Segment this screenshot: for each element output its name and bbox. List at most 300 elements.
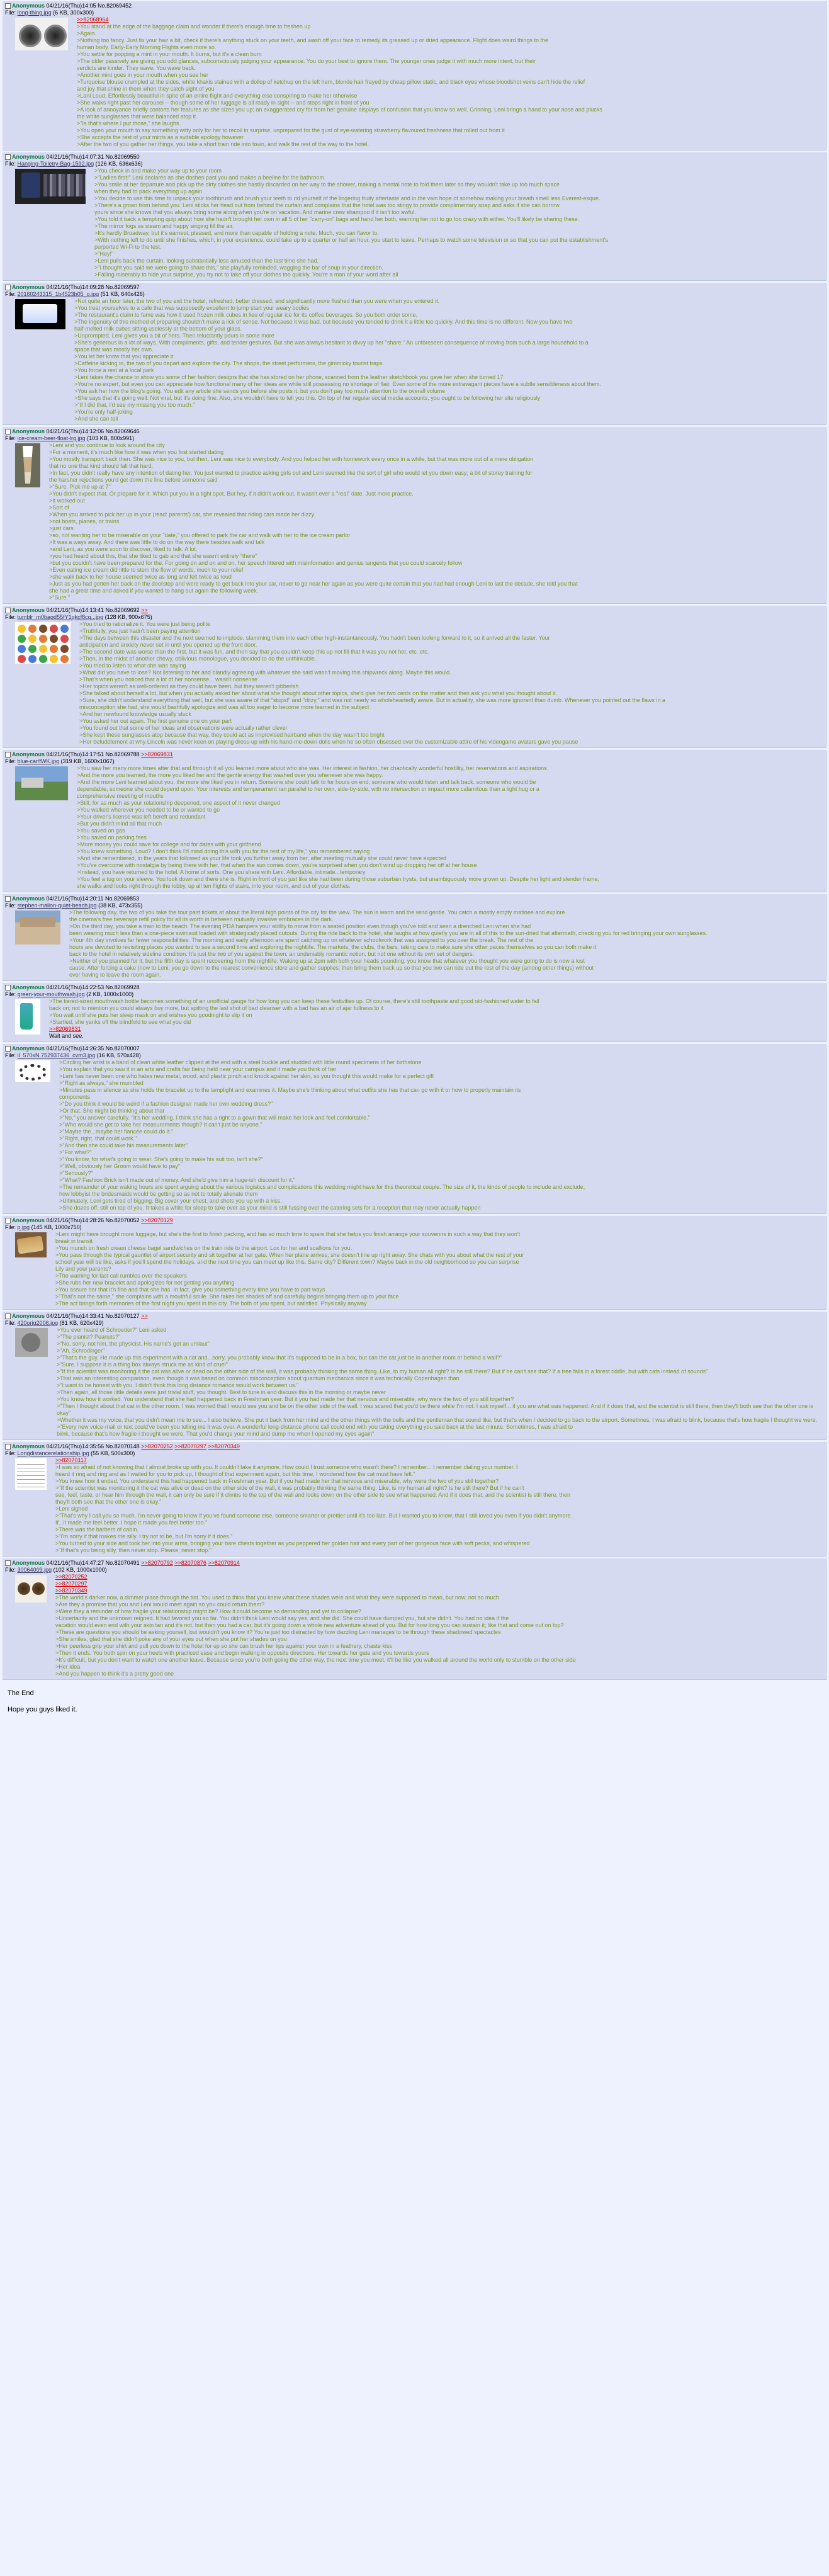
greentext-line: >so, not wanting her to be miserable on your "date," you offered to park the car and walk with her to the ice cream parlor xyxy=(49,532,351,538)
post-datetime: 04/21/16(Thu)14:17:51 xyxy=(46,751,104,757)
emoji-face-shape xyxy=(28,645,37,653)
post-checkbox[interactable] xyxy=(5,608,11,613)
post-info xyxy=(5,1443,823,1450)
greentext-line: >Sure, she didn't understand everything that well, but she was aware of that "stupid" and "ditzy," and was not nearly so wholeheartedly aware. But in actuality, she was more ignorant than dumb. Whenever you pointed out the flaws in a xyxy=(79,697,665,703)
poster-name: Anonymous xyxy=(12,1217,45,1223)
greentext-line: >You check in and make your way up to your room xyxy=(94,167,222,174)
post-text xyxy=(69,909,823,979)
greentext-line: >It was a ways away. And there was little to do on the way there besides walk and talk xyxy=(49,539,265,545)
greentext-line: >She dozes off, still on top of you. It takes a while for sleep to take over as your mind is still fussing over the catering sets for a reception that may never actually happen xyxy=(59,1205,481,1211)
post-number-label-link[interactable]: No. xyxy=(105,607,115,613)
greentext-line: >The remainder of your waking hours are spent arguing about the various logistics and complications this wedding might have for this theoretical couple. The size of it, the kinds of people to include and exclude, xyxy=(59,1184,585,1190)
post-number xyxy=(105,895,139,902)
file-info xyxy=(5,1320,823,1327)
greentext-line: >"I'm sorry if that makes me silly. I try not to be, but I'm sorry if it does." xyxy=(55,1533,233,1540)
greentext-line: >Sort of xyxy=(49,504,69,511)
greentext-line: >You saw her many more times after that and through it all you learned more about who she was. Her interest in fashion, her chaotically wonderful hostility, her reservations and aspirations. xyxy=(77,765,549,771)
cat-shape xyxy=(21,1333,40,1352)
greentext-line: >And the more you learned, the more you liked her and the gentle energy that washed over you whenever she was happy. xyxy=(77,772,383,778)
greentext-line: >Leni and you continue to look around the city xyxy=(49,442,165,448)
emoji-face-shape xyxy=(50,655,58,663)
post-number xyxy=(106,1560,140,1566)
greentext-line: >Leni has never been one who hates new metal, wood, and plastic pinch and knock against her skin, so you thought this would make for a perfect gift xyxy=(59,1073,434,1079)
post-number-link[interactable]: 82070491 xyxy=(114,1560,140,1566)
post-number-label-link[interactable]: No. xyxy=(105,984,115,990)
greentext-line: how lobbyist the bridesmaids would be getting so as not to totally alienate them xyxy=(59,1191,258,1197)
greentext-line: comprehensive meeting of mouths xyxy=(77,793,164,799)
backlink[interactable]: >>82070129 xyxy=(141,1217,173,1223)
backlink[interactable]: >>82070876 xyxy=(174,1560,206,1566)
backlink[interactable]: >>82070252 xyxy=(141,1443,173,1450)
post-number xyxy=(98,3,132,9)
greentext-line: >"Is that's where I put those," she laughs. xyxy=(77,120,181,127)
post-number-link[interactable]: 82070007 xyxy=(114,1045,140,1052)
greentext-line: >"That's the guy. He made up this experiment with a cat and...sorry, you probably know that it's supposed to be in a box, but can the cat just be in another room or behind a wall?" xyxy=(57,1354,502,1361)
post-checkbox[interactable] xyxy=(5,1560,11,1566)
writing-shape xyxy=(17,1461,45,1487)
file-link[interactable]: tumblr_m0bagd55fY1qkcf8cq...jpg xyxy=(17,614,104,620)
greentext-line: >"If that's you being silly, then never stop. Please, never stop." xyxy=(55,1547,211,1553)
post-number-label-link[interactable]: No. xyxy=(105,1560,115,1566)
greentext-line: >You let her know that you appreciate it xyxy=(74,353,174,360)
bag-shape xyxy=(21,173,40,198)
greentext-line: the harsher rejections you'd get down the line before someone said xyxy=(49,477,218,483)
file-link[interactable]: long-thing.jpg xyxy=(17,9,52,16)
greentext-line: >You've overcome with nostalgia by being there with her, that when the sun comes down, you're surprised when you don't wind up dropping her off at her house xyxy=(77,862,477,868)
greentext-line: >You decide to use this time to unpack your toothbrush and brush your teeth to rid yourself of the lingering fruity aftertaste and in the vain hope of somehow making your breath smell less Everest-esque. xyxy=(94,195,601,201)
file-link[interactable]: stephen-mallon-quiet-beach.jpg xyxy=(17,902,97,909)
greentext-line: >but you couldn't have been prepared for the. For going on and on and on, her speech littered with misinformation and genius tangents that you could scarcely follow xyxy=(49,560,463,566)
greentext-line: components xyxy=(59,1094,91,1100)
post-number-link[interactable]: 82070148 xyxy=(114,1443,140,1450)
file-meta: (126 KB, 636x636) xyxy=(95,161,143,167)
file-label: File: xyxy=(5,758,16,764)
post-number-label-link[interactable]: No. xyxy=(105,1443,115,1450)
file-info xyxy=(5,1450,823,1457)
post-number-label-link[interactable]: No. xyxy=(105,1217,115,1223)
greentext-line: >"That's not the same," she complains with a mouthful smile. She takes her shades off and carefully begins bringing them up to your face xyxy=(55,1293,399,1300)
post-datetime: 04/21/16(Thu)14:12:06 xyxy=(46,428,104,434)
emoji-face-shape xyxy=(18,645,26,653)
greentext-line: >She accepts the rest of your mints as a suitable apology however xyxy=(77,134,244,140)
post-number-link[interactable]: 82069928 xyxy=(114,984,140,990)
post-text xyxy=(55,1457,823,1554)
post-body xyxy=(5,298,823,423)
post-checkbox[interactable] xyxy=(5,429,11,434)
post-body xyxy=(5,621,823,746)
greentext-line: >The restaurant's claim to fame was how it used frozen milk cubes in lieu of regular ice for its coffee beverages. So you both order some. xyxy=(74,312,418,318)
post-number-link[interactable]: 82069646 xyxy=(114,428,140,434)
post-datetime: 04/21/16(Thu)14:07:31 xyxy=(46,154,104,160)
greentext-line: >You're only half-joking xyxy=(74,409,133,415)
greentext-line: >You ever heard of Schroeder?" Leni asked xyxy=(57,1327,167,1333)
greentext-line: >"Ah, Schrodinger" xyxy=(57,1348,105,1354)
greentext-line: >In fact, you didn't really have any intention of dating her. You just wanted to practice asking girls out and Leni seemed like the sort of girl who would let you down easy; a bit of storey training for xyxy=(49,470,533,476)
file-meta: (145 KB, 1000x750) xyxy=(31,1224,82,1230)
backlink[interactable]: >>82070349 xyxy=(208,1443,240,1450)
post-body xyxy=(5,1059,823,1211)
greentext-line: >It's hardly Broadway, but it's earnest, pleased, and more than capable of holding a note. Much, you can flavor to. xyxy=(94,230,379,236)
post-checkbox[interactable] xyxy=(5,896,11,902)
file-info xyxy=(5,435,823,442)
greentext-line: >She smiles, glad that she didn't poke any of your eyes out when she put her shades on you xyxy=(55,1636,287,1642)
greentext-line: >You didn't expect that. Or prepare for it. Which put you in a tight spot. But hey, if it didn't work out, it wasn't ever a "real" date. Just more practice. xyxy=(49,491,414,497)
file-link[interactable]: 420orig2006.jpg xyxy=(17,1320,59,1326)
greentext-line: >The days between this disaster and the next seemed to implode, slamming them into each other high-instantaneously. You hadn't been looking forward to it, so it arrived all the faster. Your xyxy=(79,635,550,641)
greentext-line: >You knew how it ended. You understand this had happened back in Freshman year. But if you had made her that nervous and miserable, why were the two of you still together? xyxy=(55,1478,499,1484)
greentext-line: cause. After forcing a cake (now to Leni, you go down to the nearest convenience store and gather supplies; then bring them back up so that you two can ride out the rest of the day (among other things) without xyxy=(69,965,594,971)
greentext-line: >you had heard about this, that she liked to gab and that she wasn't entirely "there" xyxy=(49,553,257,559)
post-number xyxy=(106,984,140,990)
greentext-line: anticipation and anxiety never set in until you opened up the front door. xyxy=(79,642,257,648)
greentext-line: been wearing much less than a one-piece swimsuit loaded with strategically placed cutouts. During the ride back to the hotel, she laughs at how quietly you are in all of this to the sun-dried that aftermath, checking you for red bringing your own sunglasses. xyxy=(69,930,708,936)
greentext-line: >There's a groan from behind you. Leni sticks her head out from behind the curtain and complains that the hotel was too stingy to provide complimentary soap and asks if she can borrow xyxy=(94,202,560,208)
greentext-line: >"If I did that, I'd see my missing you too much." xyxy=(74,402,195,408)
handwriting-thumbnail[interactable] xyxy=(15,1458,47,1490)
post-number-label-link[interactable]: No. xyxy=(105,1313,115,1319)
greentext-line: >"I want to be honest with you. I didn't think this long distance romance would work between us." xyxy=(57,1382,299,1388)
file-label: File: xyxy=(5,614,16,620)
post-info xyxy=(5,1560,823,1567)
greentext-line: >You settle for popping a mint in your mouth. It burns, but it's a clean burn xyxy=(77,51,262,57)
post xyxy=(3,427,826,604)
post-number-link[interactable]: 82069853 xyxy=(113,895,140,902)
hotel-sign-thumbnail[interactable] xyxy=(15,299,65,329)
emoji-face-shape xyxy=(39,655,47,663)
backlink[interactable]: >> xyxy=(141,607,148,613)
greentext-line: >You treat yourselves to a cafe that was supposedly excellent to jump start your weary bodies xyxy=(74,305,310,311)
quote-link[interactable]: >>82070117 xyxy=(55,1457,87,1463)
post-number-link[interactable]: 82069550 xyxy=(114,154,140,160)
greentext-line: >Still, for as much as your relationship deepened, one aspect of it never changed xyxy=(77,800,280,806)
greentext-line: >You feel a tug on your sleeve. You look down and there she is. Right in front of you just like she had been during those suburban trysts; but unambiguously more grown up. Despite her light and slender frame, xyxy=(77,876,599,882)
post-datetime: 04/21/16(Thu)14:09:28 xyxy=(46,284,104,290)
post-number xyxy=(106,1045,140,1052)
post-number-label-link[interactable]: No. xyxy=(104,895,114,902)
file-link[interactable]: 20160243315_1b4523b05_o.jpg xyxy=(17,291,99,297)
post-number-link[interactable]: 82070052 xyxy=(114,1217,140,1223)
quote-link[interactable]: >>82069831 xyxy=(49,1026,81,1032)
greentext-line: >Her peerless grip your shirt and pull you down to the hotel for up so she can brush her lips against your own in a feathery, chaste kiss xyxy=(55,1643,392,1649)
post-datetime: 04/21/16(Thu)14:33:41 xyxy=(46,1313,104,1319)
suburban-house-thumbnail[interactable] xyxy=(15,766,68,800)
greentext-line: >Then it ends. You both spin on your heels with practiced ease and begin walking in opposite directions. Her towards her gate and you towards yours xyxy=(55,1650,429,1656)
post-number-label-link[interactable]: No. xyxy=(98,3,107,9)
post-number-link[interactable]: 82069452 xyxy=(106,3,132,9)
file-meta: (6 KB, 300x300) xyxy=(53,9,94,16)
backlink[interactable]: >> xyxy=(141,1313,148,1319)
post-number-link[interactable]: 82069597 xyxy=(114,284,140,290)
post xyxy=(3,152,826,281)
file-info xyxy=(5,291,823,298)
post-number-link[interactable]: 82069788 xyxy=(114,751,140,757)
file-link[interactable]: il_570xN.752937436_cvm3.jpg xyxy=(17,1052,96,1058)
greentext-line: misconception she had, she would bashfully apologize and was all too eager to become more learned in the subject xyxy=(79,704,369,710)
greentext-line: >She says that it's going well. Not viral, but it's doing fine. Also, she wouldn't have to tell you this. On top of her regular social media accounts, you ought to be following her site religiously xyxy=(74,395,541,401)
greentext-line: >That was an interesting comparison, even though it was based on common misconception about quantum mechanics since it was technically Copenhagen than xyxy=(57,1375,460,1382)
post-number-link[interactable]: 82069692 xyxy=(114,607,140,613)
post-checkbox[interactable] xyxy=(5,985,11,990)
greentext-line: >You assure her that it's fine and that she has. In fact, give you something every time you have to part ways xyxy=(55,1286,325,1293)
greentext-line: see, feel, taste, or hear him through the wall, it can only be sure if it climbs to the top of the wall and looks down on the other side to see what happened. And if it does that, and the scientist is still there, then xyxy=(55,1492,570,1498)
file-link[interactable]: ice-cream-beer-float-lrg.jpg xyxy=(17,435,86,441)
sunglasses-thumbnail[interactable] xyxy=(15,1575,47,1603)
file-link[interactable]: green-your-mouthwash.jpg xyxy=(17,991,85,997)
post-number-label-link[interactable]: No. xyxy=(105,284,115,290)
greentext-line: >"What? Fashion Brick isn't made out of money. And she'd give him a huge-ish discount for it." xyxy=(59,1177,296,1183)
greentext-line: >Then again, all those little details were just trivial stuff, you thought. Best to tune in and discuss this in the morning or maybe never xyxy=(57,1389,386,1395)
cat-in-box-thumbnail[interactable] xyxy=(15,1328,48,1357)
backlink[interactable]: >>82069831 xyxy=(141,751,173,757)
greentext-line: >"If the scientist was monitoring it the cat was alive or dead on the other side of the wall, it was probably thinking the same thing. Like, is my human all right? Is he still there? But if he can't xyxy=(55,1485,524,1491)
greentext-line: >You pass through the typical gauntlet of airport security and sit together at her gate. When her plane arrives, she doesn't line up right away. She chats with you about what the rest of your xyxy=(55,1252,524,1258)
file-label: File: xyxy=(5,902,16,909)
post xyxy=(3,1216,826,1310)
the-end-text: The End xyxy=(8,1689,34,1697)
file-label: File: xyxy=(5,1224,16,1230)
post-text xyxy=(94,167,823,278)
post-checkbox[interactable] xyxy=(5,752,11,757)
post-number-label-link[interactable]: No. xyxy=(105,1045,115,1052)
backlink[interactable]: >>82070297 xyxy=(174,1443,206,1450)
post-number-link[interactable]: 82070127 xyxy=(114,1313,140,1319)
file-link[interactable]: Longdistancerelationship.jpg xyxy=(17,1450,89,1456)
post-checkbox[interactable] xyxy=(5,1218,11,1223)
post-datetime: 04/21/16(Thu)14:22:53 xyxy=(46,984,104,990)
items-shape xyxy=(43,174,86,196)
greentext-line: >Were they a reminder of how fragile your relationship might be? How it could become so demanding and yet to collapse? xyxy=(55,1608,361,1614)
greentext-line: >"Seriously?" xyxy=(59,1170,93,1176)
ice-cream-float-thumbnail[interactable] xyxy=(15,443,40,487)
poster-name: Anonymous xyxy=(12,3,45,9)
file-info xyxy=(5,1224,823,1231)
greentext-line: >The following day, the two of you take the tour past tickets at about the literal high points of the city for the view. The sun is warm and the wind gentle. You catch a mostly empty matinee and explore xyxy=(69,909,565,916)
greentext-line: >Another mint goes in your mouth when you see her xyxy=(77,72,208,78)
greentext-line: >What did you have to lose? Not listening to her and blandly agreeing with whatever she said wasn't moving this shipwreck along. Maybe this would. xyxy=(79,669,451,676)
emoji-face-shape xyxy=(50,635,58,643)
post xyxy=(3,283,826,425)
post-number xyxy=(106,751,140,757)
post-checkbox[interactable] xyxy=(5,1314,11,1319)
greentext-line: >Again. xyxy=(77,30,96,37)
greentext-line: >You walked wherever you needed to be or wanted to go xyxy=(77,807,220,813)
quote-link[interactable]: >>82070297 xyxy=(55,1580,87,1587)
file-info xyxy=(5,9,823,16)
post-number xyxy=(106,284,140,290)
greentext-line: >The ingenuity of this method of preparing shouldn't make a lick of sense. Not because it was bad, but because you tended to drink it a little too quickly. And this time is no different. Now you have two xyxy=(74,319,573,325)
greentext-line: >You found out that some of her ideas and observations were actually rather clever xyxy=(79,725,288,731)
greentext-line: >You mostly transport back then. She was nice to you, but then, Leni was nice to everybody. And you helped her with homework every once in a while, but that was more out of a mere obligation xyxy=(49,456,534,462)
house-shape xyxy=(21,778,43,788)
greentext-line: >Nothing too fancy. Just fix your hair a bit, check if there's anything stuck on your teeth, and wash off your face to remedy its greased up or dried appearance. Flight does weird things to the xyxy=(77,37,549,43)
greentext-line: >She kept these sunglasses atop because that way, they could act as improvised hairband when the day wasn't too bright xyxy=(79,732,385,738)
post xyxy=(3,1,826,150)
post-number-label-link[interactable]: No. xyxy=(105,154,115,160)
post-body xyxy=(5,998,823,1040)
post-checkbox[interactable] xyxy=(5,1444,11,1450)
greentext-line: >You explain that you saw it in an arts and crafts fair being held near your campus and it made you think of her xyxy=(59,1066,337,1072)
greentext-line: >Ultimately, Leni gets tired of bigging. Big cover your chest, and shots you up with a kiss. xyxy=(59,1198,282,1204)
greentext-line: >"Ladies first!" Leni declares as she dashes past you and makes a beeline for the bathroom. xyxy=(94,174,326,181)
greentext-line: >Your driver's license was left bereft and redundant xyxy=(77,814,206,820)
post-datetime: 04/21/16(Thu)14:20:11 xyxy=(46,895,104,902)
file-meta: (102 KB, 1000x1000) xyxy=(53,1567,107,1573)
greentext-line: back on; not to mention you could always buy more, but spitting the last shot of bad cleanser with a bad has an air of ajar fullness to it xyxy=(49,1005,384,1011)
greentext-line: >Turquoise blouse crumpled at the sides, white khakis stained with a dollop of ketchup on the left hem, blonde hair frayed by cheap pillow static, and black eyes whose bloodshot veins can't hide the relief xyxy=(77,79,585,85)
post-checkbox[interactable] xyxy=(5,1046,11,1052)
greentext-line: >The older passively are giving you odd glances, subconsciously judging your appearance. You do your best to ignore them. The younger ones judge it with much more intent, but their xyxy=(77,58,536,64)
greentext-line: >She's generous in a lot of ways. With compliments, gifts, and tender gestures. But she was always hesitant to divvy up her "share." An unforeseen consequence of moving from such a large household to a xyxy=(74,339,589,346)
greentext-line: >The mirror fogs as steam and happy singing fill the air. xyxy=(94,223,234,229)
file-link[interactable]: 30064009.jpg xyxy=(17,1567,52,1573)
greentext-line: >For a moment, it's much like how it was when you first started dating xyxy=(49,449,224,455)
file-link[interactable]: blue-car/fWK.jpg xyxy=(17,758,60,764)
post-checkbox[interactable] xyxy=(5,3,11,9)
beach-mall-thumbnail[interactable] xyxy=(15,911,60,945)
greentext-line: >You munch on fresh cream cheese bagel sandwiches on the train ride to the airport. Lox for her and scallions for you. xyxy=(55,1245,352,1251)
greentext-line: >Minutes pass in silence as she holds the bracelet up to the lamplight and examines it. Maybe she's thinking about what outfits she has that can go with it or how to properly maintain its xyxy=(59,1087,521,1093)
post-info xyxy=(5,154,823,161)
file-link[interactable]: p.jpg xyxy=(17,1224,30,1230)
greentext-line: >There was the barbers of cabin. xyxy=(55,1526,138,1533)
greentext-line: >You turned to your side and took her into your arms, bringing your bare chests together as you peppered her golden hair and every part of her gorgeous face with soft pecks, and whispered xyxy=(55,1540,530,1546)
greentext-line: >You saved on gas xyxy=(77,827,125,834)
emoji-face-shape xyxy=(18,635,26,643)
post-text xyxy=(59,1059,823,1211)
story-ending xyxy=(0,1683,829,1715)
mouthwash-thumbnail[interactable] xyxy=(15,999,40,1035)
greentext-line: half-melted milk cubes sitting uselessly at the bottom of your glass. xyxy=(74,326,242,332)
greentext-line: the cinema's free beverage refill policy for all its worth in between mutually invasive embraces in the dark. xyxy=(69,916,334,922)
greentext-line: >she walk back to her house seemed twice as long and felt twice as loud xyxy=(49,574,232,580)
backlink[interactable]: >>82070914 xyxy=(208,1560,240,1566)
greentext-line: >The second date was worse than the first. but it was fun, and then say that you couldn't keep this up not fill that it was you not her, etc. etc. xyxy=(79,649,429,655)
emoji-face-shape xyxy=(60,625,69,633)
emoji-face-shape xyxy=(18,625,26,633)
greentext-line: >More money you could save for college and for dates with your girlfriend xyxy=(77,841,261,848)
post-text xyxy=(57,1327,823,1438)
greentext-line: >Uncertainty and the unknown reigned. It had favored you so far. You didn't think Leni would say yes, and she did. She could have dumped you, but she didn't. You had no idea if the xyxy=(55,1615,509,1621)
greentext-line: and joy that shine in them when they catch sight of you xyxy=(77,86,215,92)
post xyxy=(3,1442,826,1557)
greentext-line: school year will be like, asks if you'll spend the holidays, and the next time you can meet up like this. Same city? Different town? Maybe back in the old neighborhood so you can surprise xyxy=(55,1259,519,1265)
poster-name: Anonymous xyxy=(12,984,45,990)
greentext-line: >That's when you noticed that a lot of her nonsense... wasn't nonsense xyxy=(79,676,257,683)
file-meta: (38 KB, 473x355) xyxy=(98,902,143,909)
post-checkbox[interactable] xyxy=(5,285,11,290)
bracelet-shape xyxy=(19,1064,47,1081)
greentext-line: >You ask her how the blog's going. You edit any article she sends you before she posts it, but you don't pay too much attention to the overall volume xyxy=(74,388,446,394)
post-info xyxy=(5,607,823,614)
greentext-line: >When you arrived to pick her up in your (read: parents') car, she revealed that riding cars made her dizzy xyxy=(49,511,315,518)
post-checkbox[interactable] xyxy=(5,154,11,160)
greentext-line: >"You know, for what's going to wear. She's going to make his suit too, isn't she?" xyxy=(59,1156,263,1162)
lens-shape xyxy=(44,25,67,47)
post xyxy=(3,606,826,748)
greentext-line: >Her befuddlement at why Lincoln was never keen on playing dress-up with his hand-me-down dolls when he so often obsessed over the customizable attire of his videogame avatars gave you pause xyxy=(79,739,578,745)
post-info xyxy=(5,428,823,435)
post-info xyxy=(5,895,823,902)
post-text xyxy=(49,442,823,601)
quote-link[interactable]: >>82070349 xyxy=(55,1587,87,1594)
greentext-line: >You saved on parking fees xyxy=(77,834,147,841)
post-text xyxy=(77,16,823,148)
quote-link[interactable]: >>82068964 xyxy=(77,16,109,23)
file-label: File: xyxy=(5,991,16,997)
greentext-line: >"Every new voice-mail or text could've been you telling me it was over. A wonderful long-distance phone call could end with you taking everything you said back at the last minute. Sometimes, I was afraid to xyxy=(57,1424,573,1430)
post-number-label-link[interactable]: No. xyxy=(105,428,115,434)
bracelet-thumbnail[interactable] xyxy=(15,1060,50,1082)
emoji-grid-thumbnail[interactable] xyxy=(15,622,70,664)
post-line: Wait and see. xyxy=(49,1033,84,1039)
greentext-line: Lily and your parents? xyxy=(55,1266,111,1272)
greentext-line: >Even eating ice cream did little to stem the flow of words, much to your relief xyxy=(49,567,244,573)
toiletry-bag-thumbnail[interactable] xyxy=(15,169,86,204)
lens-shape xyxy=(18,1582,30,1595)
emoji-face-shape xyxy=(50,625,58,633)
quote-link[interactable]: >>82070252 xyxy=(55,1574,87,1580)
glasses-thumbnail[interactable] xyxy=(15,18,68,50)
post-datetime: 04/21/16(Thu)14:35:56 xyxy=(46,1443,104,1450)
greentext-line: >It worked out xyxy=(49,497,85,504)
greentext-line: >"Sure." xyxy=(49,594,70,601)
greentext-line: >You force a rest at a local park xyxy=(74,367,154,373)
greentext-line: >You tried to listen to what she was saying xyxy=(79,662,186,669)
backlink[interactable]: >>82070792 xyxy=(141,1560,173,1566)
greentext-line: >You smile at her departure and pick up the dirty clothes she hastily discarded on her way to the shower, making a mental note to fold them later so they wouldn't take up too much space xyxy=(94,181,560,188)
greentext-line: >"Right, right, that could work." xyxy=(59,1135,137,1142)
greentext-line: >Truthfully, you just hadn't been paying attention xyxy=(79,628,201,634)
file-meta: (319 KB, 1600x1067) xyxy=(60,758,115,764)
poster-name: Anonymous xyxy=(12,1443,45,1450)
greentext-line: they'll both see that the other one is okay." xyxy=(55,1499,162,1505)
file-link[interactable]: Hanging-Toiletry-Bag-1592.jpg xyxy=(17,161,94,167)
file-label: File: xyxy=(5,1567,16,1573)
post-number xyxy=(106,1217,140,1223)
post xyxy=(3,983,826,1042)
greentext-line: dependable, someone she could depend upon. Your interests and temperament ran parallel to her own, side-by-side, with no intersection or impact more calamitous than a light hug or a xyxy=(77,786,539,792)
greentext-line: >"The pianist? Peanuts?" xyxy=(57,1334,121,1340)
post-body xyxy=(5,909,823,979)
post-text xyxy=(49,998,823,1040)
greentext-line: >And she can tell xyxy=(74,416,118,422)
sandwich-thumbnail[interactable] xyxy=(15,1232,47,1257)
post xyxy=(3,1558,826,1680)
greentext-line: vacation would even end with your skin tan and it's not, but then you had a car, but it's going down a whole new adventure ahead of you. But for how long you can sustain it; like that and come out on top? xyxy=(55,1622,564,1628)
greentext-line: >"Maybe the...maybe her fiancée could do it." xyxy=(59,1128,174,1135)
greentext-line: >Leni pulls back the curtain, looking substantially less amused than the last time she had. xyxy=(94,258,319,264)
emoji-face-shape xyxy=(60,655,69,663)
greentext-line: >You open your mouth to say something witty only for her to recoil in surprise, unprepared for the gust of eye-watering strawberry flavoured freshness that rolled out from it xyxy=(77,127,505,133)
greentext-line: >You knew something. Loud? I don't think I'd mind doing this with you for the rest of my life," you remembered saying xyxy=(77,848,370,854)
post-number-label-link[interactable]: No. xyxy=(105,751,115,757)
post-info xyxy=(5,1217,823,1224)
greentext-line: space that was mostly her own. xyxy=(74,346,154,353)
greentext-line: purported Wi-Fi to the test. xyxy=(94,244,162,250)
greentext-line: blink, because that's how fragile I thought we were. That you'd change your mind and dump me when I opened my eyes again" xyxy=(57,1431,375,1437)
greentext-line: >Lani Loud. Effortlessly beautiful in spite of an entire flight and everything else conspiring to make her otherwise xyxy=(77,93,358,99)
greentext-line: >and Leni, as you were soon to discover, liked to talk. A lot. xyxy=(49,546,198,552)
greentext-line: >"No," you answer carefully. "It's her wedding. I think she has a right to a gown that will make her look and feel comfortable." xyxy=(59,1115,370,1121)
greentext-line: when they had to pack everything up again xyxy=(94,188,203,195)
file-info xyxy=(5,614,823,621)
greentext-line: >And the more Leni learned about you, the more she liked you in return. Someone she could talk to for hours on end; someone who would listen and talk back. someone who would be xyxy=(77,779,536,785)
post-number xyxy=(106,428,140,434)
greentext-line: >"If the scientist was monitoring it the cat was alive or dead on the other side of the wall, it was probably thinking the same thing. Like, to my human all right? Is he still there? But if he can't see that? If a tree falls in a forest riddle, but with cats instead of sounds" xyxy=(57,1368,708,1375)
lens-shape xyxy=(19,25,42,47)
greentext-line: >"Well, obviously her Groom would have to pay" xyxy=(59,1163,181,1169)
greentext-line: >You stand at the edge of the baggage claim and wonder if there's enough time to freshen up xyxy=(77,23,311,30)
